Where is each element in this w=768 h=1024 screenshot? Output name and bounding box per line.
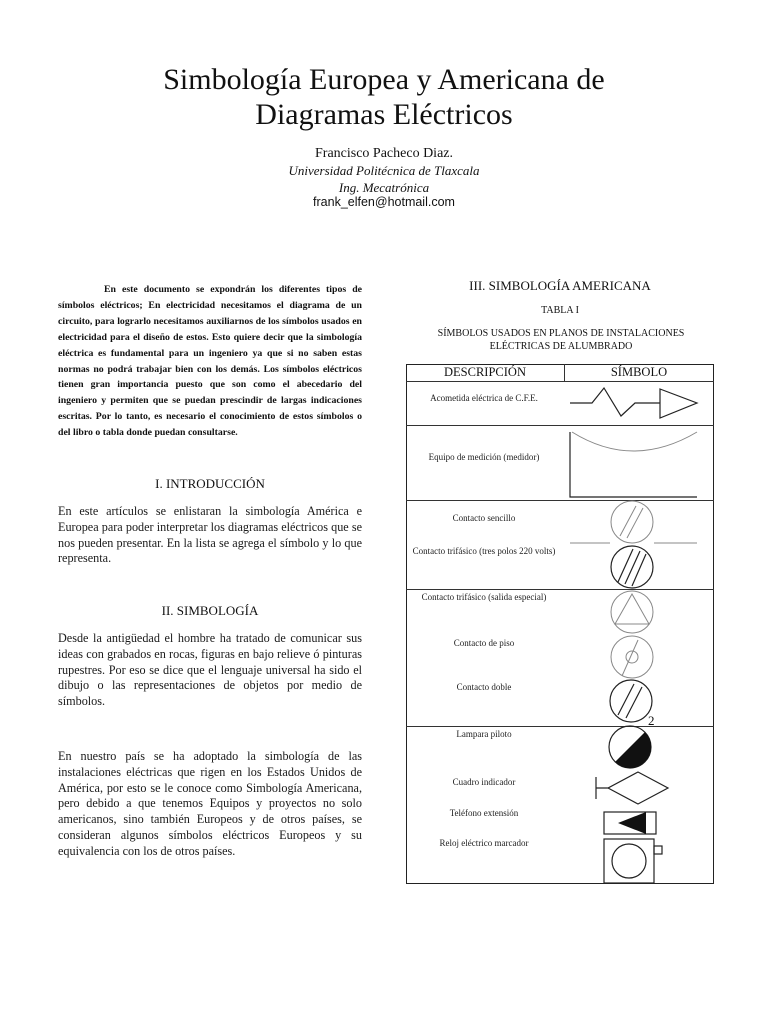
intro-text: En este artículos se enlistaran la simbología América e Europea para poder interpretar los diagramas eléctricos que se nos pueden presentar. En la lista se agrega el símbolo y lo que representa. bbox=[58, 504, 362, 566]
americana-heading: III. SIMBOLOGÍA AMERICANA bbox=[469, 278, 651, 293]
telefono-symbol bbox=[604, 812, 656, 834]
abstract: En este documento se expondrán los diferentes tipos de símbolos eléctricos; En electricidad necesitamos el diagrama de un circuito, para lograrlo necesitamos auxiliarnos de los símbolos usados en electricidad para el diseño de estos. Esto quiere decir que la simbología eléctrica es fundamental para un ingeniero ya que si no saben estas normas no podrá trabajar bien con los demás. Los símbolos eléctricos tienen gran importancia puesto que son como el abecedario del ingeniero y permiten que se puedan prescindir de largas indicaciones escritas. Por lo tanto, es necesario el conocimiento de estos símbolos o del libro o tabla donde puedan consultarse. bbox=[58, 284, 362, 439]
contacto-especial-symbol bbox=[611, 591, 653, 633]
title-line-1: Simbología Europea y Americana de bbox=[163, 63, 605, 96]
table-label: TABLA I bbox=[541, 305, 579, 316]
table-row-desc: Contacto trifásico (tres polos 220 volts) bbox=[412, 546, 556, 556]
simbologia-text-1: Desde la antigüedad el hombre ha tratado de comunicar sus ideas con grabados en rocas, figuras en bajo relieve ó pinturas rupestres. Por eso se dice que el lenguaje universal ha sido el dibujo o las representaciones de objetos por medio de símbolos. bbox=[58, 631, 362, 709]
medidor-symbol bbox=[570, 432, 697, 497]
simbologia-text-2: En nuestro país se ha adoptado la simbología de las instalaciones eléctricas que rigen en los Estados Unidos de América, por esto se le conoce como Simbología Americana, pero debido a que tenemos Equipos y proyectos no solo americanos, sino también Europeos y de otros países, se consideran algunos símbolos eléctricos Europeos y su equivalencia con los de otros países. bbox=[58, 749, 362, 858]
table-row-desc: Cuadro indicador bbox=[452, 777, 516, 787]
author-email: frank_elfen@hotmail.com bbox=[313, 195, 455, 209]
table-caption: SÍMBOLOS USADOS EN PLANOS DE INSTALACIONES ELÉCTRICAS DE ALUMBRADO bbox=[437, 328, 685, 352]
table-row-desc: Lampara piloto bbox=[456, 729, 512, 739]
table-row-desc: Contacto sencillo bbox=[452, 513, 516, 523]
lampara-piloto-symbol bbox=[609, 726, 651, 768]
title-line-2: Diagramas Eléctricos bbox=[255, 98, 513, 131]
simbologia-heading: II. SIMBOLOGÍA bbox=[161, 603, 259, 618]
cuadro-indicador-symbol bbox=[596, 772, 668, 804]
table-row-desc: Contacto trifásico (salida especial) bbox=[421, 592, 547, 602]
table-row-desc: Teléfono extensión bbox=[449, 808, 519, 818]
author-department: Ing. Mecatrónica bbox=[338, 180, 430, 195]
contacto-doble-mark: 2 bbox=[648, 713, 655, 728]
acometida-symbol bbox=[570, 388, 697, 418]
table-row-desc: Acometida eléctrica de C.F.E. bbox=[430, 393, 538, 403]
table-row-desc: Contacto de piso bbox=[453, 638, 515, 648]
table-row-desc: Reloj eléctrico marcador bbox=[439, 838, 529, 848]
table-header-symbol: SÍMBOLO bbox=[610, 365, 668, 379]
contacto-trifasico-symbol bbox=[611, 546, 653, 588]
table-header-description: DESCRIPCIÓN bbox=[444, 365, 526, 379]
reloj-symbol bbox=[604, 839, 662, 883]
contacto-doble-symbol bbox=[610, 680, 652, 722]
contacto-piso-symbol bbox=[611, 636, 653, 678]
table-row-desc: Contacto doble bbox=[456, 682, 512, 692]
contacto-sencillo-symbol bbox=[570, 501, 697, 543]
author-name: Francisco Pacheco Diaz. bbox=[315, 146, 453, 161]
table-row-desc: Equipo de medición (medidor) bbox=[428, 452, 540, 462]
author-affiliation: Universidad Politécnica de Tlaxcala bbox=[288, 163, 480, 178]
intro-heading: I. INTRODUCCIÓN bbox=[155, 476, 265, 491]
